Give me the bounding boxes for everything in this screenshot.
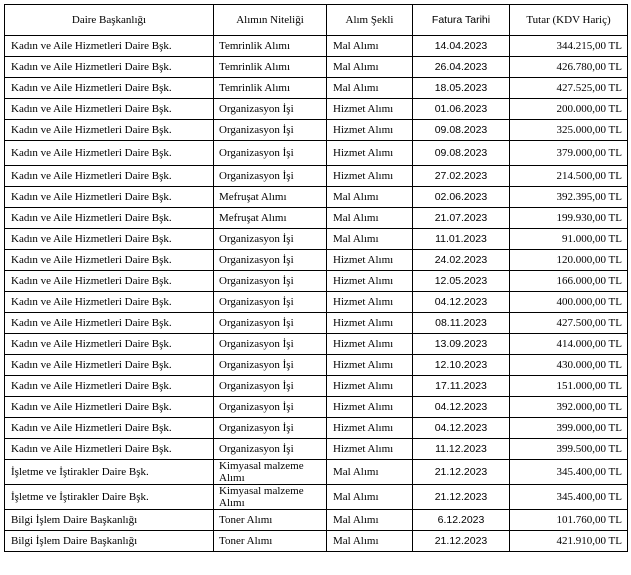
cell-purchase-method: Mal Alımı xyxy=(327,36,413,57)
cell-amount: 392.000,00 TL xyxy=(510,397,628,418)
cell-purchase-type: Organizasyon İşi xyxy=(214,250,327,271)
cell-invoice-date: 12.05.2023 xyxy=(413,271,510,292)
table-row xyxy=(5,120,628,141)
cell-purchase-method: Mal Alımı xyxy=(327,78,413,99)
cell-amount: 345.400,00 TL xyxy=(510,485,628,510)
cell-department: Kadın ve Aile Hizmetleri Daire Bşk. xyxy=(5,376,214,397)
cell-purchase-method: Hizmet Alımı xyxy=(327,397,413,418)
cell-purchase-type: Organizasyon İşi xyxy=(214,355,327,376)
cell-invoice-date: 11.01.2023 xyxy=(413,229,510,250)
cell-purchase-method: Hizmet Alımı xyxy=(327,250,413,271)
cell-purchase-method: Hizmet Alımı xyxy=(327,313,413,334)
cell-purchase-method: Hizmet Alımı xyxy=(327,355,413,376)
cell-amount: 400.000,00 TL xyxy=(510,292,628,313)
cell-purchase-type: Kimyasal malzeme Alımı xyxy=(214,460,327,485)
cell-invoice-date: 21.07.2023 xyxy=(413,208,510,229)
cell-purchase-method: Hizmet Alımı xyxy=(327,418,413,439)
table-row xyxy=(5,531,628,552)
table-row xyxy=(5,485,628,510)
cell-invoice-date: 08.11.2023 xyxy=(413,313,510,334)
table-row xyxy=(5,36,628,57)
cell-amount: 344.215,00 TL xyxy=(510,36,628,57)
cell-invoice-date: 21.12.2023 xyxy=(413,485,510,510)
cell-department: Kadın ve Aile Hizmetleri Daire Bşk. xyxy=(5,271,214,292)
cell-invoice-date: 18.05.2023 xyxy=(413,78,510,99)
cell-amount: 151.000,00 TL xyxy=(510,376,628,397)
cell-purchase-type: Organizasyon İşi xyxy=(214,439,327,460)
table-header-row xyxy=(5,5,628,36)
cell-purchase-type: Organizasyon İşi xyxy=(214,229,327,250)
purchases-table xyxy=(4,4,628,552)
cell-invoice-date: 04.12.2023 xyxy=(413,397,510,418)
cell-invoice-date: 6.12.2023 xyxy=(413,510,510,531)
cell-purchase-type: Organizasyon İşi xyxy=(214,418,327,439)
cell-department: Kadın ve Aile Hizmetleri Daire Bşk. xyxy=(5,36,214,57)
header-department: Daire Başkanlığı xyxy=(5,5,214,36)
cell-invoice-date: 27.02.2023 xyxy=(413,166,510,187)
table-row xyxy=(5,250,628,271)
cell-department: Kadın ve Aile Hizmetleri Daire Bşk. xyxy=(5,187,214,208)
table-row xyxy=(5,355,628,376)
cell-amount: 166.000,00 TL xyxy=(510,271,628,292)
cell-amount: 427.525,00 TL xyxy=(510,78,628,99)
cell-purchase-type: Organizasyon İşi xyxy=(214,313,327,334)
cell-purchase-type: Organizasyon İşi xyxy=(214,166,327,187)
cell-purchase-type: Temrinlik Alımı xyxy=(214,57,327,78)
cell-purchase-type: Mefruşat Alımı xyxy=(214,208,327,229)
cell-purchase-method: Hizmet Alımı xyxy=(327,439,413,460)
cell-invoice-date: 13.09.2023 xyxy=(413,334,510,355)
cell-amount: 214.500,00 TL xyxy=(510,166,628,187)
table-row xyxy=(5,510,628,531)
cell-purchase-method: Mal Alımı xyxy=(327,510,413,531)
table-row xyxy=(5,57,628,78)
cell-amount: 426.780,00 TL xyxy=(510,57,628,78)
cell-amount: 120.000,00 TL xyxy=(510,250,628,271)
table-row xyxy=(5,141,628,166)
cell-purchase-method: Mal Alımı xyxy=(327,208,413,229)
cell-purchase-type: Organizasyon İşi xyxy=(214,271,327,292)
cell-purchase-method: Mal Alımı xyxy=(327,460,413,485)
table-body xyxy=(5,36,628,552)
header-purchase-type: Alımın Niteliği xyxy=(214,5,327,36)
cell-invoice-date: 01.06.2023 xyxy=(413,99,510,120)
table-row xyxy=(5,208,628,229)
table-row xyxy=(5,271,628,292)
cell-department: Kadın ve Aile Hizmetleri Daire Bşk. xyxy=(5,57,214,78)
cell-department: Kadın ve Aile Hizmetleri Daire Bşk. xyxy=(5,166,214,187)
table-row xyxy=(5,99,628,120)
cell-purchase-type: Toner Alımı xyxy=(214,510,327,531)
cell-amount: 200.000,00 TL xyxy=(510,99,628,120)
cell-amount: 414.000,00 TL xyxy=(510,334,628,355)
table-row xyxy=(5,418,628,439)
cell-purchase-type: Mefruşat Alımı xyxy=(214,187,327,208)
cell-invoice-date: 21.12.2023 xyxy=(413,460,510,485)
cell-purchase-type: Organizasyon İşi xyxy=(214,120,327,141)
cell-purchase-type: Organizasyon İşi xyxy=(214,292,327,313)
cell-department: Bilgi İşlem Daire Başkanlığı xyxy=(5,531,214,552)
cell-department: İşletme ve İştirakler Daire Bşk. xyxy=(5,485,214,510)
document-page xyxy=(4,4,628,552)
cell-purchase-method: Hizmet Alımı xyxy=(327,141,413,166)
cell-purchase-type: Organizasyon İşi xyxy=(214,99,327,120)
cell-purchase-type: Organizasyon İşi xyxy=(214,376,327,397)
cell-purchase-type: Organizasyon İşi xyxy=(214,141,327,166)
cell-amount: 345.400,00 TL xyxy=(510,460,628,485)
cell-invoice-date: 14.04.2023 xyxy=(413,36,510,57)
table-row xyxy=(5,334,628,355)
header-purchase-method: Alım Şekli xyxy=(327,5,413,36)
cell-department: Kadın ve Aile Hizmetleri Daire Bşk. xyxy=(5,120,214,141)
table-row xyxy=(5,187,628,208)
cell-department: Kadın ve Aile Hizmetleri Daire Bşk. xyxy=(5,99,214,120)
cell-purchase-type: Kimyasal malzeme Alımı xyxy=(214,485,327,510)
cell-department: Kadın ve Aile Hizmetleri Daire Bşk. xyxy=(5,439,214,460)
table-row xyxy=(5,78,628,99)
cell-purchase-method: Hizmet Alımı xyxy=(327,292,413,313)
table-row xyxy=(5,229,628,250)
cell-purchase-method: Mal Alımı xyxy=(327,187,413,208)
cell-amount: 325.000,00 TL xyxy=(510,120,628,141)
header-amount: Tutar (KDV Hariç) xyxy=(510,5,628,36)
cell-invoice-date: 17.11.2023 xyxy=(413,376,510,397)
cell-purchase-type: Temrinlik Alımı xyxy=(214,36,327,57)
cell-invoice-date: 21.12.2023 xyxy=(413,531,510,552)
cell-amount: 427.500,00 TL xyxy=(510,313,628,334)
cell-invoice-date: 11.12.2023 xyxy=(413,439,510,460)
cell-department: Kadın ve Aile Hizmetleri Daire Bşk. xyxy=(5,208,214,229)
cell-invoice-date: 04.12.2023 xyxy=(413,418,510,439)
cell-purchase-type: Temrinlik Alımı xyxy=(214,78,327,99)
cell-purchase-type: Organizasyon İşi xyxy=(214,334,327,355)
table-row xyxy=(5,439,628,460)
cell-department: Kadın ve Aile Hizmetleri Daire Bşk. xyxy=(5,334,214,355)
cell-department: Kadın ve Aile Hizmetleri Daire Bşk. xyxy=(5,78,214,99)
cell-purchase-method: Mal Alımı xyxy=(327,531,413,552)
cell-department: Kadın ve Aile Hizmetleri Daire Bşk. xyxy=(5,250,214,271)
cell-department: Kadın ve Aile Hizmetleri Daire Bşk. xyxy=(5,313,214,334)
cell-invoice-date: 04.12.2023 xyxy=(413,292,510,313)
cell-purchase-method: Hizmet Alımı xyxy=(327,99,413,120)
cell-invoice-date: 26.04.2023 xyxy=(413,57,510,78)
cell-purchase-method: Mal Alımı xyxy=(327,57,413,78)
cell-invoice-date: 12.10.2023 xyxy=(413,355,510,376)
cell-amount: 199.930,00 TL xyxy=(510,208,628,229)
cell-amount: 421.910,00 TL xyxy=(510,531,628,552)
cell-amount: 399.500,00 TL xyxy=(510,439,628,460)
cell-department: Kadın ve Aile Hizmetleri Daire Bşk. xyxy=(5,292,214,313)
cell-department: Kadın ve Aile Hizmetleri Daire Bşk. xyxy=(5,229,214,250)
cell-amount: 91.000,00 TL xyxy=(510,229,628,250)
cell-purchase-method: Hizmet Alımı xyxy=(327,120,413,141)
cell-amount: 399.000,00 TL xyxy=(510,418,628,439)
table-row xyxy=(5,376,628,397)
cell-department: Bilgi İşlem Daire Başkanlığı xyxy=(5,510,214,531)
table-row xyxy=(5,166,628,187)
cell-purchase-method: Mal Alımı xyxy=(327,229,413,250)
table-row xyxy=(5,292,628,313)
cell-purchase-method: Hizmet Alımı xyxy=(327,271,413,292)
cell-invoice-date: 09.08.2023 xyxy=(413,141,510,166)
table-row xyxy=(5,313,628,334)
cell-amount: 379.000,00 TL xyxy=(510,141,628,166)
table-row xyxy=(5,397,628,418)
cell-department: Kadın ve Aile Hizmetleri Daire Bşk. xyxy=(5,418,214,439)
cell-invoice-date: 02.06.2023 xyxy=(413,187,510,208)
table-row xyxy=(5,460,628,485)
cell-invoice-date: 09.08.2023 xyxy=(413,120,510,141)
cell-purchase-method: Hizmet Alımı xyxy=(327,166,413,187)
cell-department: Kadın ve Aile Hizmetleri Daire Bşk. xyxy=(5,141,214,166)
cell-amount: 101.760,00 TL xyxy=(510,510,628,531)
cell-purchase-method: Mal Alımı xyxy=(327,485,413,510)
cell-department: Kadın ve Aile Hizmetleri Daire Bşk. xyxy=(5,397,214,418)
cell-department: Kadın ve Aile Hizmetleri Daire Bşk. xyxy=(5,355,214,376)
cell-invoice-date: 24.02.2023 xyxy=(413,250,510,271)
cell-department: İşletme ve İştirakler Daire Bşk. xyxy=(5,460,214,485)
cell-purchase-method: Hizmet Alımı xyxy=(327,334,413,355)
cell-amount: 430.000,00 TL xyxy=(510,355,628,376)
cell-purchase-type: Toner Alımı xyxy=(214,531,327,552)
cell-amount: 392.395,00 TL xyxy=(510,187,628,208)
cell-purchase-type: Organizasyon İşi xyxy=(214,397,327,418)
header-invoice-date: Fatura Tarihi xyxy=(413,5,510,36)
cell-purchase-method: Hizmet Alımı xyxy=(327,376,413,397)
